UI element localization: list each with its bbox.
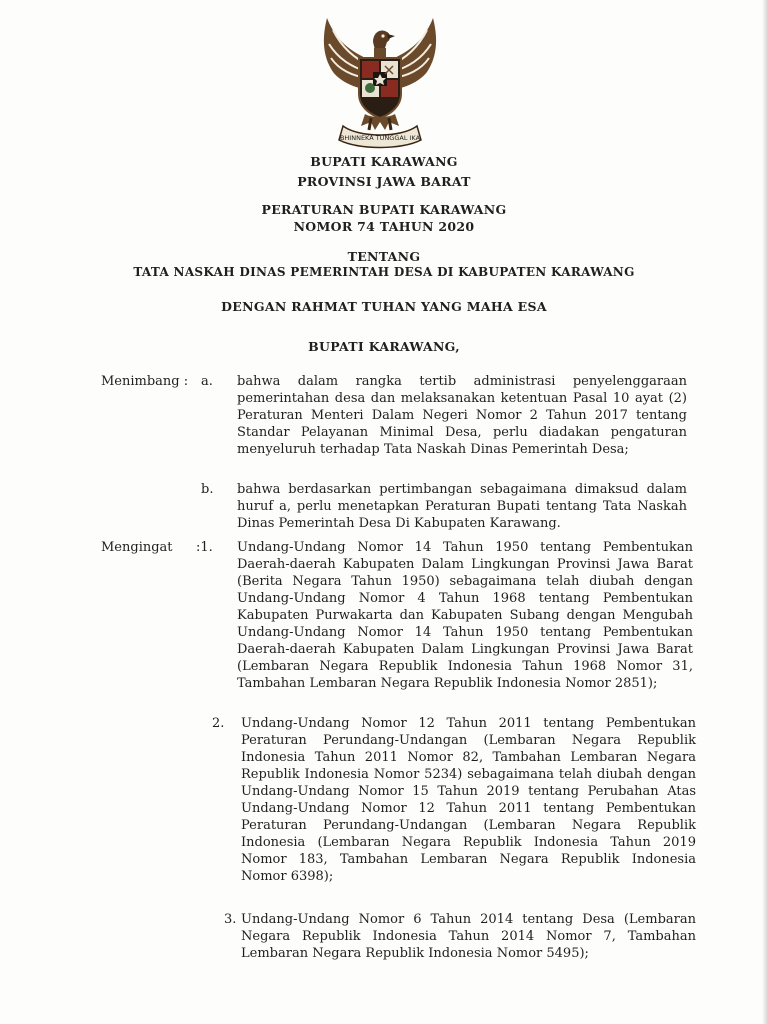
garuda-emblem-icon [315,14,445,156]
mengingat-item-3: Undang-Undang Nomor 6 Tahun 2014 tentang Desa (Lembaran Negara Republik Indonesia Tahun 2014 Nomor 7, Tambahan Lembaran Negara Republik Indonesia Nomor 5495); [241,912,696,961]
header-regent: BUPATI KARAWANG [310,154,458,169]
mengingat-marker-3: 3. [224,912,237,927]
mengingat-item-2: Undang-Undang Nomor 12 Tahun 2011 tentang Pembentukan Peraturan Perundang-Undangan (Lembaran Negara Republik Indonesia Tahun 2011 Nomor 82, Tambahan Lembaran Negara Republik Indonesia Nomor 5234) sebagaimana telah diubah dengan Undang-Undang Nomor 15 Tahun 2019 tentang Perubahan Atas Undang-Undang Nomor 12 Tahun 2011 tentang Pembentukan Peraturan Perundang-Undangan (Lembaran Negara Republik Indonesia (Lembaran Negara Republik Indonesia Tahun 2019 Nomor 183, Tambahan Lembaran Negara Republik Indonesia Nomor 6398); [241,716,696,884]
header-regulation: PERATURAN BUPATI KARAWANG [261,202,507,217]
mengingat-label: Mengingat [101,540,173,555]
menimbang-label: Menimbang : [101,374,189,389]
mengingat-marker-2: 2. [212,716,225,731]
menimbang-item-a: bahwa dalam rangka tertib administrasi penyelenggaraan pemerintahan desa dan melaksanakan ketentuan Pasal 10 ayat (2) Peraturan Menteri Dalam Negeri Nomor 2 Tahun 2017 tentang Standar Pelayanan Minimal Desa, perlu diadakan pengaturan menyeluruh terhadap Tata Naskah Dinas Pemerintah Desa; [237,374,687,457]
emblem-motto: BHINNEKA TUNGGAL IKA [339,134,421,142]
header-subject: TATA NASKAH DINAS PEMERINTAH DESA DI KABUPATEN KARAWANG [133,265,635,279]
header-regent-title: BUPATI KARAWANG, [308,339,460,354]
header-tentang: TENTANG [347,249,421,264]
menimbang-item-b: bahwa berdasarkan pertimbangan sebagaimana dimaksud dalam huruf a, perlu menetapkan Peraturan Bupati tentang Tata Naskah Dinas Pemerintah Desa Di Kabupaten Karawang. [237,482,687,531]
header-invocation: DENGAN RAHMAT TUHAN YANG MAHA ESA [221,299,547,314]
scan-edge-shadow [762,0,768,1024]
menimbang-marker-a: a. [201,374,213,389]
menimbang-marker-b: b. [201,482,214,497]
header-number: NOMOR 74 TAHUN 2020 [293,219,475,234]
header-province: PROVINSI JAWA BARAT [297,174,471,189]
mengingat-marker-1: :1. [196,540,213,555]
mengingat-item-1: Undang-Undang Nomor 14 Tahun 1950 tentang Pembentukan Daerah-daerah Kabupaten Dalam Lingkungan Provinsi Jawa Barat (Berita Negara Tahun 1950) sebagaimana telah diubah dengan Undang-Undang Nomor 4 Tahun 1968 tentang Pembentukan Kabupaten Purwakarta dan Kabupaten Subang dengan Mengubah Undang-Undang Nomor 14 Tahun 1950 tentang Pembentukan Daerah-daerah Kabupaten Dalam Lingkungan Provinsi Jawa Barat (Lembaran Negara Republik Indonesia Tahun 1968 Nomor 31, Tambahan Lembaran Negara Republik Indonesia Nomor 2851); [237,540,693,691]
